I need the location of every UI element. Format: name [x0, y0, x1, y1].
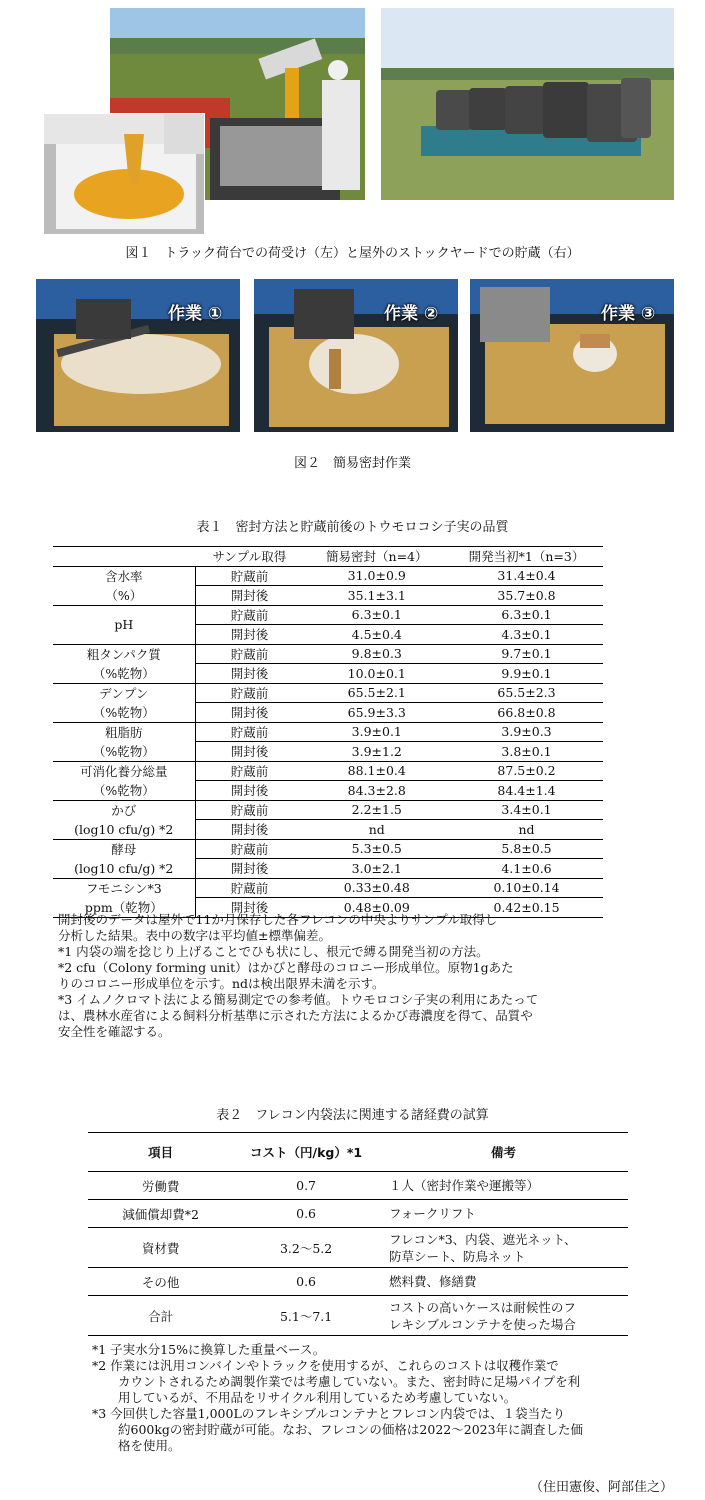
remark-line: レキシブルコンテナを使った場合	[388, 1316, 576, 1332]
note-line: 用しているが、不用品をリサイクル利用しているため考慮していない。	[118, 1390, 517, 1405]
value-cell: 2.2±1.5	[303, 800, 450, 820]
note-line: *2 cfu（Colony forming unit）はかびと酵母のコロニー形成単位。原物1gあた	[58, 960, 514, 975]
step-2-badge: 作業 ②	[384, 304, 439, 324]
table-row	[53, 605, 603, 625]
value-cell: 66.8±0.8	[450, 703, 603, 723]
row-label: （%乾物）	[53, 742, 195, 762]
table2	[88, 1132, 628, 1336]
cost-remark	[379, 1200, 628, 1228]
table-row	[53, 761, 603, 781]
row-label: 粗脂肪	[53, 722, 195, 742]
note-line: 格を使用。	[118, 1438, 181, 1453]
table-row	[53, 644, 603, 664]
value-cell: 4.1±0.6	[450, 859, 603, 879]
table2-header: 備考	[379, 1133, 628, 1172]
table1-header: 簡易密封（n=4）	[303, 547, 450, 567]
cost-value: 5.1～7.1	[233, 1296, 379, 1336]
step-3-badge: 作業 ③	[601, 304, 656, 324]
table-row	[53, 586, 603, 606]
table-row	[53, 664, 603, 684]
value-cell: 0.42±0.15	[450, 898, 603, 918]
note-line: は、農林水産省による飼料分析基準に示された方法によるかび毒濃度を得て、品質や	[58, 1008, 533, 1023]
remark-line: フォークリフト	[388, 1206, 476, 1221]
row-label: （%）	[53, 586, 195, 606]
row-label: 酵母	[53, 839, 195, 859]
table-row	[88, 1172, 628, 1200]
sample-timing-cell: 開封後	[195, 742, 303, 762]
table1	[53, 546, 603, 918]
remark-line: １人（密封作業や運搬等）	[388, 1178, 539, 1193]
remark-line: 燃料費、修繕費	[388, 1274, 477, 1289]
row-label: (log10 cfu/g) *2	[53, 859, 195, 879]
sample-timing-cell: 貯蔵前	[195, 722, 303, 742]
authors: （住田憲俊、阿部佳之）	[529, 1480, 673, 1495]
value-cell: 3.9±0.1	[303, 722, 450, 742]
value-cell: 3.9±0.3	[450, 722, 603, 742]
sample-timing-cell: 開封後	[195, 703, 303, 723]
row-label: （%乾物）	[53, 703, 195, 723]
value-cell: 3.4±0.1	[450, 800, 603, 820]
note-line: 約600kgの密封貯蔵が可能。なお、フレコンの価格は2022～2023年に調査した価	[118, 1422, 584, 1437]
photo-stockyard	[381, 8, 674, 200]
value-cell: 35.7±0.8	[450, 586, 603, 606]
table-row	[53, 722, 603, 742]
value-cell: 3.9±1.2	[303, 742, 450, 762]
remark-line: フレコン*3、内袋、遮光ネット、	[388, 1231, 577, 1247]
table2-title: 表２ フレコン内袋法に関連する諸経費の試算	[216, 1108, 489, 1123]
value-cell: 65.5±2.1	[303, 683, 450, 703]
value-cell: 9.9±0.1	[450, 664, 603, 684]
table-row	[88, 1200, 628, 1228]
note-line: 分析した結果。表中の数字は平均値±標準偏差。	[58, 928, 331, 943]
table1-notes	[58, 912, 658, 1040]
table-row	[53, 878, 603, 898]
table-row	[88, 1296, 628, 1336]
value-cell: 4.3±0.1	[450, 625, 603, 645]
table-row	[53, 683, 603, 703]
value-cell: 0.33±0.48	[303, 878, 450, 898]
remark-line: コストの高いケースは耐候性のフ	[388, 1299, 576, 1315]
value-cell: 4.5±0.4	[303, 625, 450, 645]
sample-timing-cell: 開封後	[195, 781, 303, 801]
sample-timing-cell: 貯蔵前	[195, 644, 303, 664]
sample-timing-cell: 貯蔵前	[195, 683, 303, 703]
note-line: *3 イムノクロマト法による簡易測定での参考値。トウモロコシ子実の利用にあたって	[58, 992, 539, 1007]
table2-header: コスト（円/kg）*1	[233, 1133, 379, 1172]
sample-timing-cell: 貯蔵前	[195, 800, 303, 820]
cost-item: 減価償却費*2	[88, 1200, 233, 1228]
table-row	[53, 742, 603, 762]
cost-value: 0.6	[233, 1268, 379, 1296]
table-row	[53, 800, 603, 820]
note-line: 開封後のデータは屋外で11か月保存した各フレコンの中央よりサンプル取得し	[58, 912, 498, 927]
table-row	[53, 781, 603, 801]
sample-timing-cell: 開封後	[195, 586, 303, 606]
value-cell: 35.1±3.1	[303, 586, 450, 606]
cost-item: 労働費	[88, 1172, 233, 1200]
value-cell: 9.8±0.3	[303, 644, 450, 664]
note-line: *1 子実水分15%に換算した重量ベース。	[92, 1342, 326, 1357]
table-row	[88, 1268, 628, 1296]
cost-value: 3.2～5.2	[233, 1228, 379, 1268]
note-line: *1 内袋の端を捻じり上げることでひも状にし、根元で縛る開発当初の方法。	[58, 944, 489, 959]
table1-header	[53, 547, 195, 567]
remark-line: 防草シート、防鳥ネット	[388, 1248, 526, 1264]
note-line: りのコロニー形成単位を示す。ndは検出限界未満を示す。	[58, 976, 385, 991]
value-cell: 6.3±0.1	[450, 605, 603, 625]
step-1-badge: 作業 ①	[168, 304, 223, 324]
cost-remark	[379, 1268, 628, 1296]
row-label: 含水率	[53, 566, 195, 586]
row-label: （%乾物）	[53, 781, 195, 801]
value-cell: 10.0±0.1	[303, 664, 450, 684]
value-cell: 31.4±0.4	[450, 566, 603, 586]
table-row	[53, 820, 603, 840]
row-label: 粗タンパク質	[53, 644, 195, 664]
figure2-caption: 図２ 簡易密封作業	[293, 456, 411, 471]
value-cell: 88.1±0.4	[303, 761, 450, 781]
value-cell: 9.7±0.1	[450, 644, 603, 664]
row-label: (log10 cfu/g) *2	[53, 820, 195, 840]
table1-title: 表１ 密封方法と貯蔵前後のトウモロコシ子実の品質	[196, 520, 509, 535]
value-cell: 31.0±0.9	[303, 566, 450, 586]
sample-timing-cell: 開封後	[195, 625, 303, 645]
table-row	[53, 839, 603, 859]
table-row	[53, 859, 603, 879]
value-cell: nd	[303, 820, 450, 840]
sample-timing-cell: 貯蔵前	[195, 566, 303, 586]
table2-header: 項目	[88, 1133, 233, 1172]
row-label: デンプン	[53, 683, 195, 703]
value-cell: 0.48±0.09	[303, 898, 450, 918]
note-line: カウントされるため調製作業では考慮していない。また、密封時に足場パイプを利	[118, 1374, 581, 1389]
cost-item: その他	[88, 1268, 233, 1296]
row-label: かび	[53, 800, 195, 820]
value-cell: 84.3±2.8	[303, 781, 450, 801]
cost-remark	[379, 1172, 628, 1200]
sample-timing-cell: 開封後	[195, 859, 303, 879]
sample-timing-cell: 開封後	[195, 820, 303, 840]
value-cell: 6.3±0.1	[303, 605, 450, 625]
value-cell: 3.8±0.1	[450, 742, 603, 762]
row-label: ppm（乾物）	[53, 898, 195, 918]
sample-timing-cell: 貯蔵前	[195, 761, 303, 781]
value-cell: 3.0±2.1	[303, 859, 450, 879]
cost-remark	[379, 1296, 628, 1336]
table1-header: サンプル取得	[195, 547, 303, 567]
row-label: フモニシン*3	[53, 878, 195, 898]
note-line: *3 今回供した容量1,000Lのフレキシブルコンテナとフレコン内袋では、１袋当たり	[92, 1406, 566, 1421]
sample-timing-cell: 開封後	[195, 664, 303, 684]
sample-timing-cell: 貯蔵前	[195, 839, 303, 859]
figure1-caption: 図１ トラック荷台での荷受け（左）と屋外のストックヤードでの貯蔵（右）	[125, 246, 580, 261]
note-line: 安全性を確認する。	[58, 1024, 171, 1039]
table-row	[88, 1228, 628, 1268]
cost-value: 0.6	[233, 1200, 379, 1228]
value-cell: 5.8±0.5	[450, 839, 603, 859]
cost-value: 0.7	[233, 1172, 379, 1200]
value-cell: 5.3±0.5	[303, 839, 450, 859]
value-cell: 65.9±3.3	[303, 703, 450, 723]
value-cell: 87.5±0.2	[450, 761, 603, 781]
sample-timing-cell: 貯蔵前	[195, 878, 303, 898]
photo-corn-in-bag	[43, 113, 205, 235]
table-row	[53, 566, 603, 586]
row-label: 可消化養分総量	[53, 761, 195, 781]
sample-timing-cell: 開封後	[195, 898, 303, 918]
row-label: （%乾物）	[53, 664, 195, 684]
value-cell: 84.4±1.4	[450, 781, 603, 801]
value-cell: nd	[450, 820, 603, 840]
sample-timing-cell: 貯蔵前	[195, 605, 303, 625]
table2-notes	[92, 1342, 652, 1454]
value-cell: 65.5±2.3	[450, 683, 603, 703]
value-cell: 0.10±0.14	[450, 878, 603, 898]
cost-remark	[379, 1228, 628, 1268]
row-label: pH	[53, 605, 195, 644]
cost-item: 合計	[88, 1296, 233, 1336]
table-row	[53, 703, 603, 723]
note-line: *2 作業には汎用コンバインやトラックを使用するが、これらのコストは収穫作業で	[92, 1358, 559, 1373]
cost-item: 資材費	[88, 1228, 233, 1268]
table1-header: 開発当初*1（n=3）	[450, 547, 603, 567]
